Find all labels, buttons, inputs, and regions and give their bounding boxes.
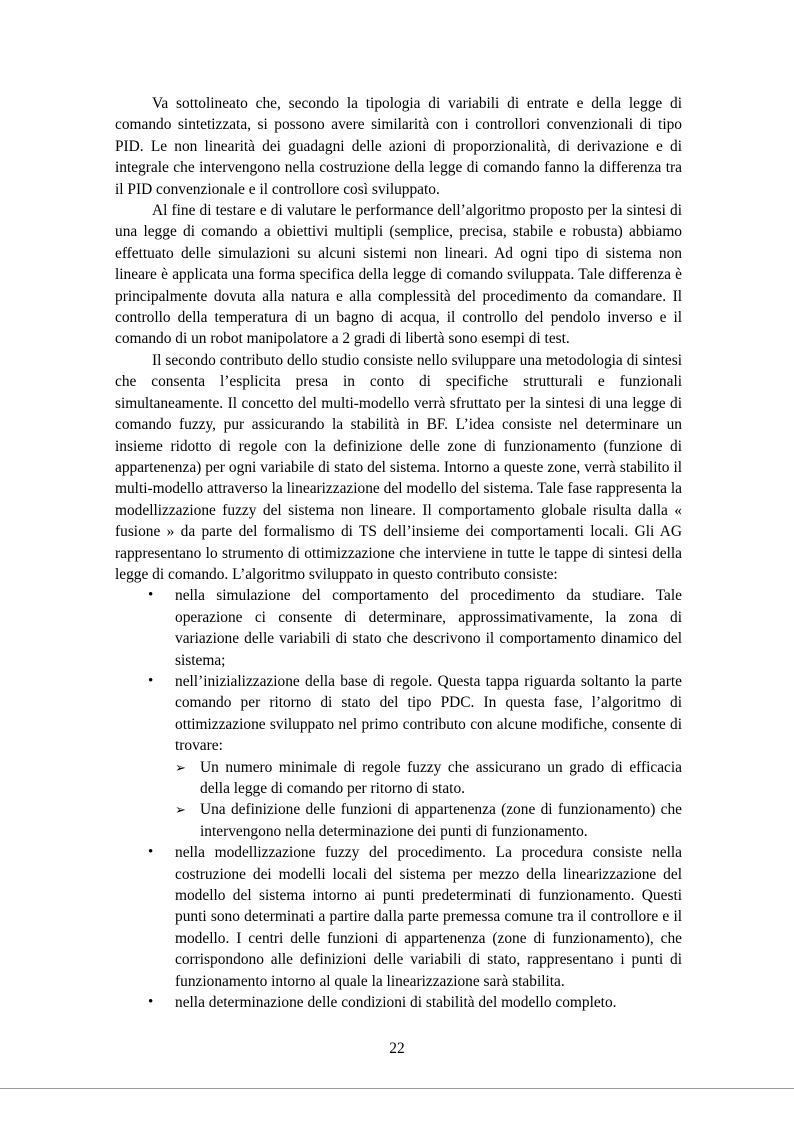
paragraph: Il secondo contributo dello studio consiste nello sviluppare una metodologia di sintesi che consenta l’esplicita presa in conto di specifiche strutturali e funzionali simultaneamente. Il concetto del multi-modello verrà sfruttato per la sintesi di una legge di comando fuzzy, pur assicurando la stabilità in BF. L’idea consiste nel determinare un insieme ridotto di regole con la definizione delle zone di funzionamento (funzione di appartenenza) per ogni variabile di stato del sistema. Intorno a queste zone, verrà stabilito il multi-modello attraverso la linearizzazione del modello del sistema. Tale fase rappresenta la modellizzazione fuzzy del sistema non lineare. Il comportamento globale risulta dalla « fusione » da parte del formalismo di TS dell’insieme dei comportamenti locali. Gli AG rappresentano lo strumento di ottimizzazione che interviene in tutte le tappe di sintesi della legge di comando. L’algoritmo sviluppato in questo contributo consiste:	[115, 351, 682, 583]
page-number: 22	[389, 1040, 405, 1057]
list-item	[115, 992, 682, 1013]
bullet-icon: •	[148, 844, 154, 861]
bullet-icon: •	[148, 672, 154, 689]
list-item	[115, 842, 682, 992]
bullet-icon: •	[148, 587, 154, 604]
sub-list-item-text: Un numero minimale di regole fuzzy che assicurano un grado di efficacia della legge di comando per ritorno di stato.	[200, 758, 682, 797]
list-item-text: nell’inizializzazione della base di regole. Questa tappa riguarda soltanto la parte comando per ritorno di stato del tipo PDC. In questa fase, l’algoritmo di ottimizzazione sviluppato nel primo contributo con alcune modifiche, consente di trovare:	[175, 672, 682, 755]
bullet-icon: •	[148, 994, 154, 1011]
sub-list-item	[175, 757, 682, 800]
list-item	[115, 585, 682, 671]
list-item-text: nella simulazione del comportamento del procedimento da studiare. Tale operazione ci consente di determinare, approssimativamente, la zona di variazione delle variabili di stato che descrivono il comportamento dinamico del sistema;	[175, 587, 682, 669]
sub-list-item	[175, 799, 682, 842]
list-item-text: nella determinazione delle condizioni di stabilità del modello completo.	[175, 994, 617, 1012]
footer-divider	[0, 1088, 794, 1089]
page-body	[115, 93, 682, 1013]
sub-list-item-text: Una definizione delle funzioni di appartenenza (zone di funzionamento) che intervengono nella determinazione dei punti di funzionamento.	[200, 801, 682, 840]
bullet-list	[115, 585, 682, 1013]
arrow-bullet-icon: ➢	[175, 759, 186, 775]
list-item	[115, 671, 682, 842]
paragraph: Al fine di testare e di valutare le performance dell’algoritmo proposto per la sintesi di una legge di comando a obiettivi multipli (semplice, precisa, stabile e robusta) abbiamo effettuato delle simulazioni su alcuni sistemi non lineari. Ad ogni tipo di sistema non lineare è applicata una forma specifica della legge di comando sviluppata. Tale differenza è principalmente dovuta alla natura e alla complessità del procedimento da comandare. Il controllo della temperatura di un bagno di acqua, il controllo del pendolo inverso e il comando di un robot manipolatore a 2 gradi di libertà sono esempi di test.	[115, 202, 682, 348]
arrow-bullet-icon: ➢	[175, 802, 186, 818]
list-item-text: nella modellizzazione fuzzy del procedimento. La procedura consiste nella costruzione dei modelli locali del sistema per mezzo della linearizzazione del modello del sistema intorno ai punti predeterminati di funzionamento. Questi punti sono determinati a partire dalla parte premessa comune tra il controllore e il modello. I centri delle funzioni di appartenenza (zone di funzionamento), che corrispondono alle definizioni delle variabili di stato, rappresentano i punti di funzionamento intorno al quale la linearizzazione sarà stabilita.	[175, 844, 682, 990]
sub-list	[175, 757, 682, 843]
paragraph: Va sottolineato che, secondo la tipologia di variabili di entrate e della legge di comando sintetizzata, si possono avere similarità con i controllori convenzionali di tipo PID. Le non linearità dei guadagni delle azioni di proporzionalità, di derivazione e di integrale che intervengono nella costruzione della legge di comando fanno la differenza tra il PID convenzionale e il controllore così sviluppato.	[115, 95, 682, 198]
